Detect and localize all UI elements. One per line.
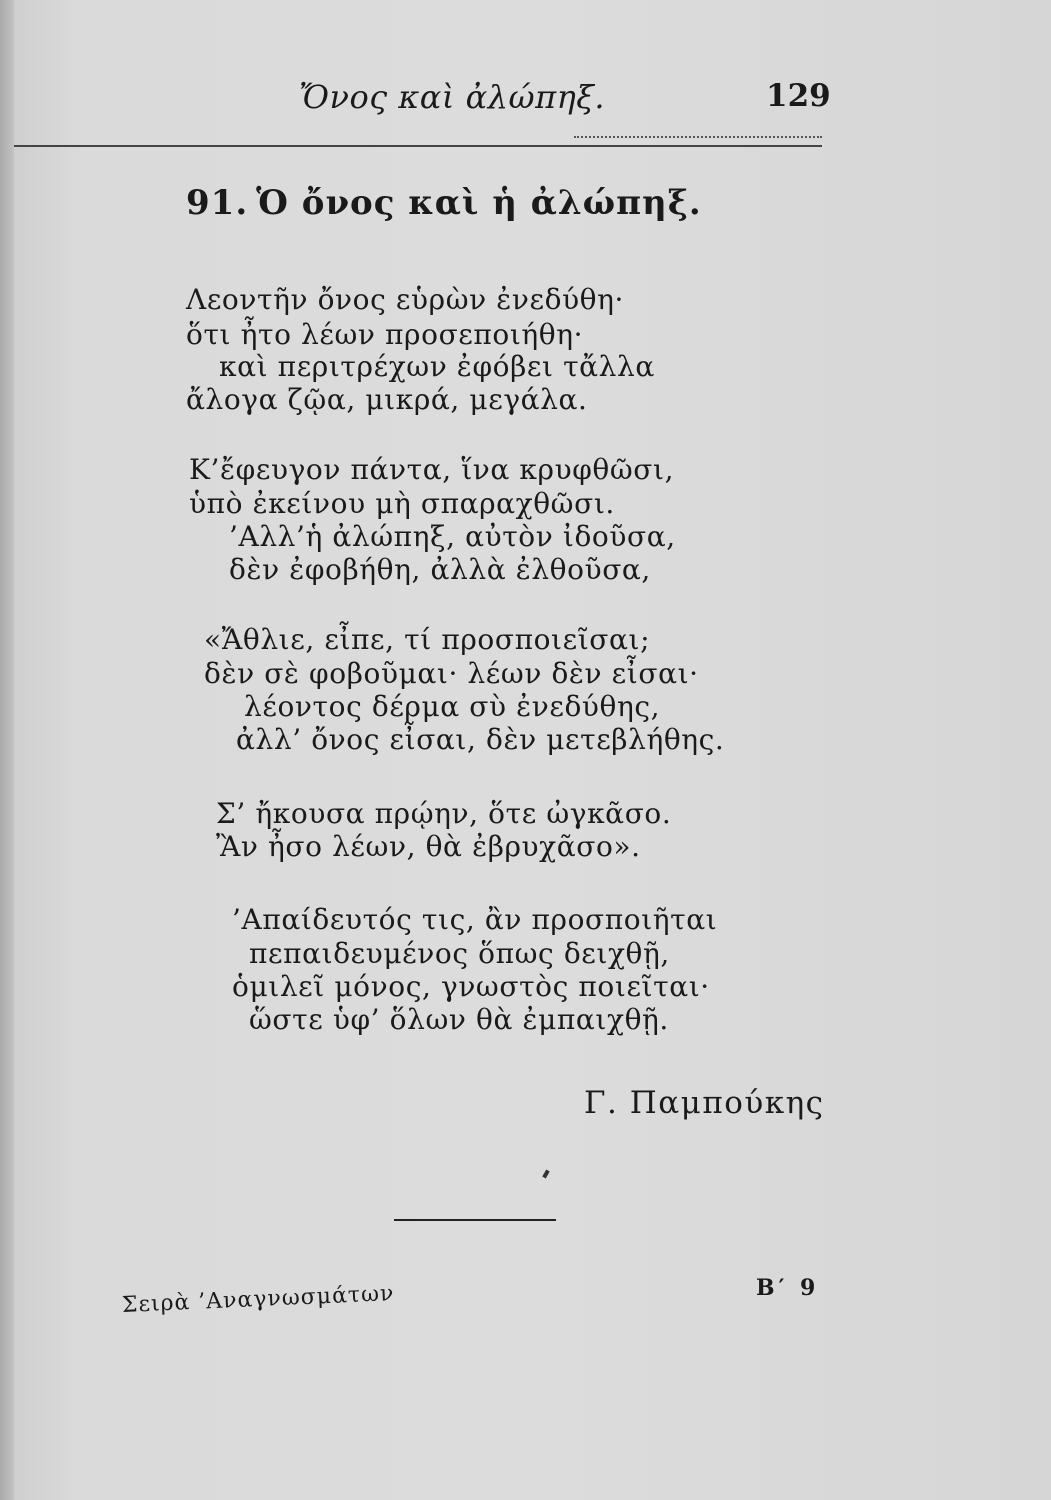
header-dotted-rule — [574, 136, 822, 138]
poem-line: δὲν ἐφοβήθη, ἀλλὰ ἐλθοῦσα, — [229, 553, 651, 586]
book-page — [14, 0, 1051, 1500]
header-rule — [14, 145, 822, 147]
poem-line: «Ἄθλιε, εἶπε, τί προσποιεῖσαι; — [204, 623, 651, 656]
poem-line: δὲν σὲ φοβοῦμαι· λέων δὲν εἶσαι· — [204, 657, 699, 690]
poem-line: Ἂν ἦσο λέων, θὰ ἐβρυχᾶσο». — [216, 830, 641, 863]
poem-line: πεπαιδευμένος ὅπως δειχθῇ, — [249, 937, 670, 970]
ink-speck — [542, 1170, 549, 1179]
poem-line: ἀλλ’ ὄνος εἶσαι, δὲν μετεβλήθης. — [236, 723, 725, 756]
book-binding-edge — [0, 0, 14, 1500]
poem-line: ὁμιλεῖ μόνος, γνωστὸς ποιεῖται· — [232, 970, 710, 1003]
poem-line: ’Αλλ’ἡ ἀλώπηξ, αὐτὸν ἰδοῦσα, — [229, 520, 676, 553]
poem-title: Ὁ ὄνος καὶ ἡ ἀλώπηξ. — [256, 183, 702, 223]
poem-line: Λεοντῆν ὄνος εὑρὼν ἐνεδύθη· — [186, 283, 625, 316]
poem-line: ὑπὸ ἐκείνου μὴ σπαραχθῶσι. — [189, 487, 615, 520]
poem-heading — [186, 183, 702, 223]
poem-line: ’Απαίδευτός τις, ἂν προσποιῆται — [232, 903, 718, 936]
poem-line: ὅτι ἦτο λέων προσεποιήθη· — [186, 318, 584, 351]
poem-author: Γ. Παμπούκης — [584, 1085, 825, 1121]
signature-mark: Β′ 9 — [756, 1275, 820, 1301]
running-title: Ὄνος καὶ ἀλώπηξ. — [299, 78, 606, 116]
series-label: Σειρὰ ’Αναγνωσμάτων — [121, 1281, 395, 1318]
poem-line: Σ’ ἤκουσα πρῴην, ὅτε ὠγκᾶσο. — [216, 797, 672, 830]
poem-line: ὥστε ὑφ’ ὅλων θὰ ἐμπαιχθῇ. — [249, 1003, 669, 1036]
end-rule — [394, 1219, 556, 1221]
poem-number: 91. — [186, 183, 249, 223]
poem-line: Κ’ἔφευγον πάντα, ἵνα κρυφθῶσι, — [189, 453, 675, 486]
poem-line: ἄλογα ζῷα, μικρά, μεγάλα. — [186, 383, 588, 416]
poem-line: καὶ περιτρέχων ἐφόβει τἄλλα — [219, 350, 655, 383]
poem-line: λέοντος δέρμα σὺ ἐνεδύθης, — [244, 690, 661, 723]
page-number: 129 — [766, 78, 831, 114]
